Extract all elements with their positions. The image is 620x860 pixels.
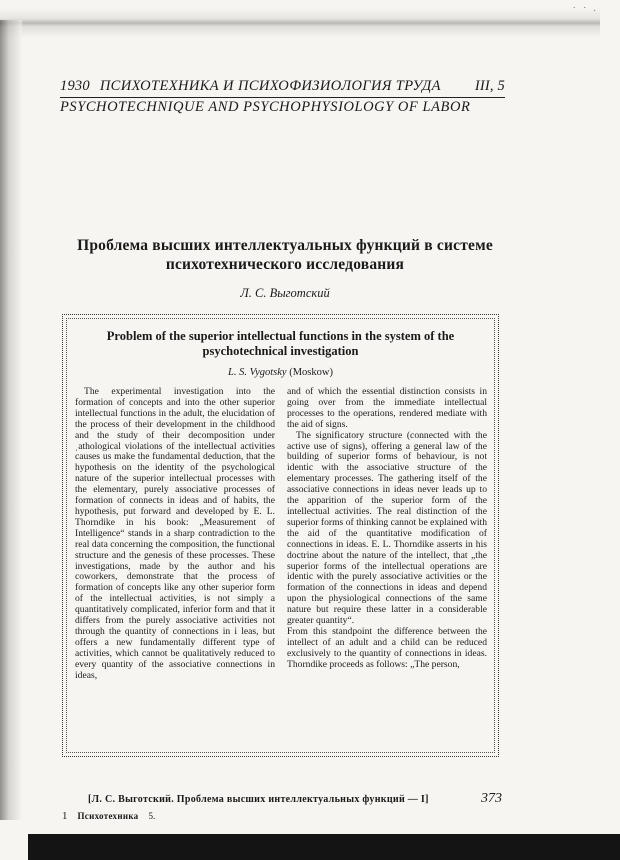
article-title-ru: Проблема высших интеллектуальных функций в системе психотехнического исследования <box>77 237 493 273</box>
footer-line <box>88 791 502 807</box>
journal-title-ru: ПСИХОТЕХНИКА И ПСИХОФИЗИОЛОГИЯ ТРУДА <box>99 78 441 94</box>
abstract-column-right <box>287 387 487 747</box>
scan-shadow-top <box>0 8 600 38</box>
abstract-author-city: (Moskow) <box>289 367 333 378</box>
scan-shadow-left <box>0 20 22 820</box>
abstract-columns <box>75 387 487 747</box>
journal-header-ru <box>60 78 505 95</box>
journal-issue: III, 5 <box>474 78 505 94</box>
journal-title-en: PSYCHOTECHNIQUE AND PSYCHOPHYSIOLOGY OF LABOR <box>60 97 505 116</box>
signature-journal: Психотехника <box>77 811 139 821</box>
footer-reference: [Л. С. Выготский. Проблема высших интеллектуальных функций — I] <box>88 794 429 805</box>
abstract-paragraph: From this standpoint the difference between the intellect of an adult and a child can be reduced exclusively to the quantity of connections in ideas. Thorndike proceeds as follows: „The person, <box>287 625 487 670</box>
scan-corner-mark: · · . <box>572 2 598 14</box>
abstract-author-name: L. S. Vygotsky <box>228 367 287 378</box>
abstract-box <box>62 314 499 757</box>
printer-signature <box>62 810 155 822</box>
signature-issue: 5. <box>148 811 156 821</box>
abstract-author <box>73 367 488 378</box>
abstract-title-en: Problem of the superior intellectual functions in the system of the psychotechnical investigation <box>106 329 455 358</box>
abstract-column-left <box>75 387 275 747</box>
abstract-paragraph: and of which the essential distinction consists in going over from the immediate intellectual processes to the operations, rendered mediate with the aid of signs. <box>287 386 487 430</box>
abstract-paragraph: The experimental investigation into the formation of concepts and into the other superior intellectual functions in the adult, the elucidation of the process of their development in the childhood and the study of their decomposition under ˌathological violations of the intellectual activities causes us make the fundamental deduction, that the hypothesis on the identity of the psychological nature of the superior intellectual processes with the elementary, purely associative processes of formation of connects in ideas and of habits, the hypothesis, put forward and developed by E. L. Thorndike in his book: „Measurement of Intelligence“ stands in a sharp contradiction to the real data concerning the composition, the functional structure and the genesis of these processes. These investigations, made by the author and his coworkers, demonstrate that the process of formation of concepts like any other superior form of the intellectual activities, is not simply a quantitatively complicated, inferior form and that it differs from the purely associative activities not through the quantity of connections in i leas, but offers a new fundamentally different type of activities, which cannot be qualitatively reduced to every quantity of the associative connections in ideas, <box>75 386 275 681</box>
signature-number: 1 <box>62 810 68 822</box>
scan-shadow-bottom <box>28 834 620 860</box>
article-author-ru: Л. С. Выготский <box>240 286 330 300</box>
page-number: 373 <box>481 791 502 806</box>
abstract-paragraph: The significatory structure (connected with the active use of signs), offering a general law of the building of superior forms of behaviour, is not identic with the associative structure of the elementary processes. The gathering itself of the associative connections in ideas never leads up to the apparition of the superior form of the intellectual activities. The real distinction of the superior forms of thinking cannot be explained with the aid of the quantitative modification of connections in ideas. E. L. Thorndike asserts in his doctrine about the nature of the intellect, that „the superior forms of the intellectual operations are identic with the purely associative activities or the formation of the connections in ideas and depend upon the physiological connections of the same nature but require these latter in a considerable greater quantity“. <box>287 429 487 627</box>
journal-year: 1930 <box>60 78 90 94</box>
